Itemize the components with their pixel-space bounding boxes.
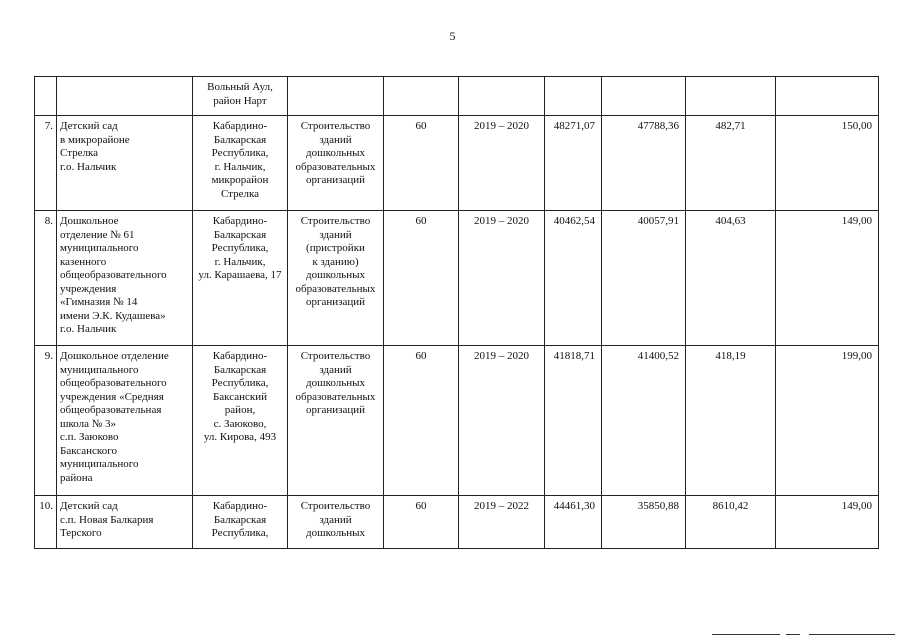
regional-cell: 418,19 [686,346,776,496]
cost-cell: 150,00 [776,116,879,211]
regional-cell: 482,71 [686,116,776,211]
places-cell [384,77,459,116]
objects-table [34,76,879,549]
page-number: 5 [449,29,456,43]
work-type-cell [288,77,384,116]
period-cell: 2019 – 2020 [459,116,545,211]
places-cell: 60 [384,116,459,211]
row-number-cell: 9. [35,346,57,496]
total-cell: 44461,30 [545,496,602,549]
table-row [35,116,879,211]
object-name-text: Детский сад с.п. Новая Балкария Терского [60,500,154,539]
period-cell [459,77,545,116]
cost-cell: 149,00 [776,496,879,549]
location-cell [193,77,288,116]
period-cell: 2019 – 2020 [459,211,545,346]
location-cell [193,496,288,549]
federal-cell: 41400,52 [602,346,686,496]
location-cell [193,346,288,496]
cost-cell: 149,00 [776,211,879,346]
work-type-cell [288,116,384,211]
row-number-cell: 10. [35,496,57,549]
regional-cell [686,77,776,116]
regional-cell: 404,63 [686,211,776,346]
location-cell [193,211,288,346]
object-name-cell [57,77,193,116]
object-name-text: Дошкольное отделение муниципального общеобразовательного учреждения «Средняя общеобразовательная школа № 3» с.п. Заюково Баксанского муниципального района [60,350,169,484]
work-type-text: Строительство зданий дошкольных образовательных организаций [295,350,376,416]
location-text: Вольный Аул, район Нарт [207,81,273,107]
federal-cell: 35850,88 [602,496,686,549]
period-cell: 2019 – 2020 [459,346,545,496]
work-type-text: Строительство зданий дошкольных [300,500,371,539]
continued-row [35,77,879,116]
total-cell: 41818,71 [545,346,602,496]
places-cell: 60 [384,346,459,496]
row-number-cell: 8. [35,211,57,346]
object-name-cell [57,496,193,549]
location-text: Кабардино- Балкарская Республика, Баксанский район, с. Заюково, ул. Кирова, 493 [203,350,277,443]
location-cell [193,116,288,211]
federal-cell [602,77,686,116]
table-row [35,496,879,549]
work-type-cell [288,496,384,549]
period-cell: 2019 – 2022 [459,496,545,549]
footer-rule [809,634,895,635]
total-cell [545,77,602,116]
federal-cell: 40057,91 [602,211,686,346]
location-text: Кабардино- Балкарская Республика, г. Нальчик, микрорайон Стрелка [211,120,269,200]
work-type-text: Строительство зданий дошкольных образовательных организаций [295,120,376,186]
work-type-cell [288,211,384,346]
regional-cell: 8610,42 [686,496,776,549]
total-cell: 40462,54 [545,211,602,346]
footer-rule [786,634,800,635]
object-name-cell [57,116,193,211]
work-type-text: Строительство зданий (пристройки к зданию) дошкольных образовательных организаций [295,215,376,308]
object-name-text: Дошкольное отделение № 61 муниципального казенного общеобразовательного учреждения «Гимназия № 14 имени Э.К. Кудашева» г.о. Нальчик [60,215,167,335]
places-cell: 60 [384,496,459,549]
location-text: Кабардино- Балкарская Республика, [211,500,269,539]
table-row [35,211,879,346]
location-text: Кабардино- Балкарская Республика, г. Нальчик, ул. Карашаева, 17 [198,215,282,281]
cost-cell: 199,00 [776,346,879,496]
cost-cell [776,77,879,116]
row-number-cell: 7. [35,116,57,211]
work-type-cell [288,346,384,496]
object-name-cell [57,211,193,346]
table-row [35,346,879,496]
object-name-text: Детский сад в микрорайоне Стрелка г.о. Нальчик [60,120,130,173]
total-cell: 48271,07 [545,116,602,211]
federal-cell: 47788,36 [602,116,686,211]
object-name-cell [57,346,193,496]
places-cell: 60 [384,211,459,346]
row-number-cell [35,77,57,116]
footer-rule [712,634,780,635]
